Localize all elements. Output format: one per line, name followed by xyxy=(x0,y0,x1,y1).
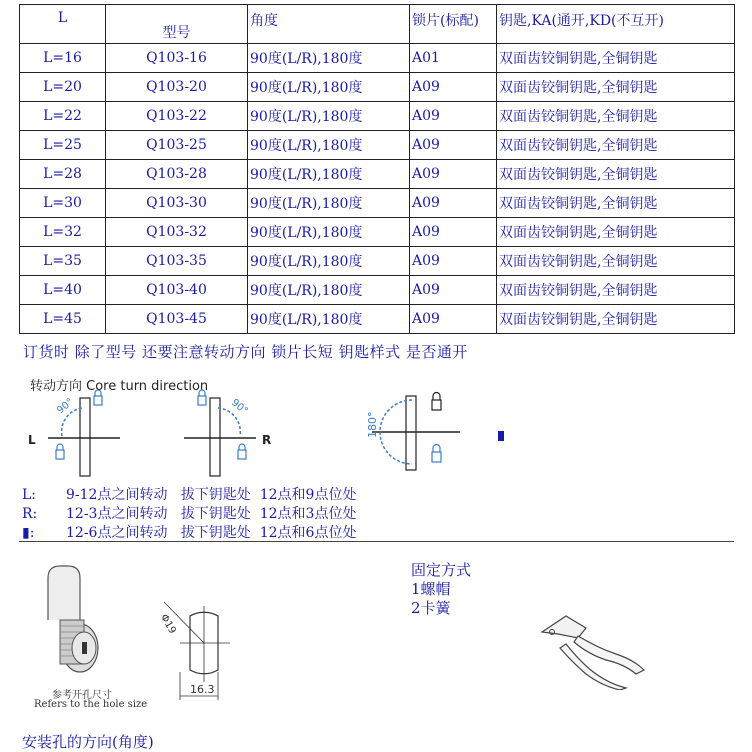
cell-model: Q103-22 xyxy=(106,102,248,131)
cell-model: Q103-16 xyxy=(106,44,248,73)
header-lock-plate: 锁片(标配) xyxy=(410,5,497,44)
table-header-row xyxy=(20,5,735,44)
table-row xyxy=(20,131,735,160)
direction-title: 转动方向 Core turn direction xyxy=(30,379,209,394)
rule-turn: 12-3点之间转动 xyxy=(66,506,168,522)
rule-turn: 12-6点之间转动 xyxy=(66,525,168,541)
cell-length: L=30 xyxy=(20,189,106,218)
right-label: R xyxy=(262,433,272,447)
cell-model: Q103-40 xyxy=(106,276,248,305)
spec-table xyxy=(19,4,735,334)
lock-icon xyxy=(432,445,441,463)
cell-key: 双面齿铰铜钥匙,全铜钥匙 xyxy=(497,44,735,73)
cell-angle: 90度(L/R),180度 xyxy=(248,73,410,102)
bottom-title: 安装孔的方向(角度) xyxy=(22,733,154,751)
diagram-left xyxy=(28,390,120,476)
cell-angle: 90度(L/R),180度 xyxy=(248,218,410,247)
cell-angle: 90度(L/R),180度 xyxy=(248,102,410,131)
marker-icon xyxy=(498,431,504,441)
table-row xyxy=(20,276,735,305)
table-row xyxy=(20,102,735,131)
cell-plate: A09 xyxy=(410,189,497,218)
cell-angle: 90度(L/R),180度 xyxy=(248,247,410,276)
cell-model: Q103-20 xyxy=(106,73,248,102)
rule-turn: 9-12点之间转动 xyxy=(66,487,168,503)
cell-plate: A09 xyxy=(410,102,497,131)
lock-icon xyxy=(198,390,206,405)
cell-key: 双面齿铰铜钥匙,全铜钥匙 xyxy=(497,73,735,102)
lock-icon xyxy=(238,444,246,459)
rule-pos: 12点和3点位处 xyxy=(259,506,357,522)
header-model xyxy=(106,5,248,44)
rule-row xyxy=(22,505,356,524)
hole-caption-cn: 参考开孔尺寸 xyxy=(52,690,112,701)
rule-remove: 拔下钥匙处 xyxy=(180,525,251,541)
rotation-diagrams xyxy=(20,388,500,484)
cell-key: 双面齿铰铜钥匙,全铜钥匙 xyxy=(497,218,735,247)
cell-plate: A01 xyxy=(410,44,497,73)
cell-plate: A09 xyxy=(410,305,497,334)
table-row xyxy=(20,73,735,102)
spring-clip-illustration xyxy=(536,608,652,690)
cell-plate: A09 xyxy=(410,218,497,247)
fixing-title: 固定方式 xyxy=(411,561,472,579)
rule-row xyxy=(22,486,356,505)
rule-key: R: xyxy=(22,506,38,522)
diagram-right xyxy=(184,390,271,476)
header-model-label: 型号 xyxy=(162,25,191,41)
lock-icon xyxy=(56,444,64,459)
angle-90-right: 90° xyxy=(229,397,250,418)
section-divider xyxy=(19,541,734,542)
cell-length: L=22 xyxy=(20,102,106,131)
cell-length: L=20 xyxy=(20,73,106,102)
hole-size-drawing xyxy=(150,592,260,704)
cell-plate: A09 xyxy=(410,276,497,305)
table-row xyxy=(20,305,735,334)
fixing-method xyxy=(411,561,471,618)
rule-remove: 拔下钥匙处 xyxy=(180,506,251,522)
table-row xyxy=(20,189,735,218)
hole-diameter: Φ19 xyxy=(157,612,178,636)
cell-angle: 90度(L/R),180度 xyxy=(248,160,410,189)
cell-key: 双面齿铰铜钥匙,全铜钥匙 xyxy=(497,131,735,160)
cell-length: L=32 xyxy=(20,218,106,247)
table-row xyxy=(20,160,735,189)
cell-key: 双面齿铰铜钥匙,全铜钥匙 xyxy=(497,247,735,276)
cell-length: L=35 xyxy=(20,247,106,276)
rule-remove: 拔下钥匙处 xyxy=(180,487,251,503)
cell-plate: A09 xyxy=(410,131,497,160)
header-angle: 角度 xyxy=(248,5,410,44)
diagram-180 xyxy=(366,393,460,471)
header-key: 钥匙,KA(通开,KD(不互开) xyxy=(497,5,735,44)
cam-lock-illustration xyxy=(40,560,100,680)
cell-model: Q103-45 xyxy=(106,305,248,334)
cell-length: L=40 xyxy=(20,276,106,305)
header-l: L xyxy=(20,5,106,44)
cell-model: Q103-35 xyxy=(106,247,248,276)
cell-key: 双面齿铰铜钥匙,全铜钥匙 xyxy=(497,102,735,131)
cell-length: L=16 xyxy=(20,44,106,73)
rule-pos: 12点和6点位处 xyxy=(259,525,357,541)
angle-90-left: 90° xyxy=(55,396,76,417)
fixing-option-nut: 1螺帽 xyxy=(411,580,451,598)
hole-caption-en: Refers to the hole size xyxy=(34,699,148,710)
order-note: 订货时 除了型号 还要注意转动方向 锁片长短 钥匙样式 是否通开 xyxy=(23,343,468,361)
lock-icon xyxy=(94,390,102,405)
cell-angle: 90度(L/R),180度 xyxy=(248,305,410,334)
cell-angle: 90度(L/R),180度 xyxy=(248,276,410,305)
fixing-option-clip: 2卡簧 xyxy=(411,599,451,617)
cell-length: L=25 xyxy=(20,131,106,160)
hole-width: 16.3 xyxy=(190,683,215,696)
cell-key: 双面齿铰铜钥匙,全铜钥匙 xyxy=(497,276,735,305)
cell-model: Q103-25 xyxy=(106,131,248,160)
cell-model: Q103-30 xyxy=(106,189,248,218)
rule-pos: 12点和9点位处 xyxy=(259,487,357,503)
cell-plate: A09 xyxy=(410,247,497,276)
cell-angle: 90度(L/R),180度 xyxy=(248,131,410,160)
rule-key: ▮: xyxy=(22,525,35,541)
cell-angle: 90度(L/R),180度 xyxy=(248,44,410,73)
cell-key: 双面齿铰铜钥匙,全铜钥匙 xyxy=(497,189,735,218)
lock-icon xyxy=(432,393,441,411)
left-label: L xyxy=(28,433,36,447)
cell-angle: 90度(L/R),180度 xyxy=(248,189,410,218)
cell-key: 双面齿铰铜钥匙,全铜钥匙 xyxy=(497,160,735,189)
cell-plate: A09 xyxy=(410,73,497,102)
cell-plate: A09 xyxy=(410,160,497,189)
angle-180: 180° xyxy=(366,411,379,438)
table-row xyxy=(20,44,735,73)
rule-key: L: xyxy=(22,487,37,503)
rotation-rules xyxy=(22,486,356,543)
cell-length: L=28 xyxy=(20,160,106,189)
table-row xyxy=(20,218,735,247)
cell-model: Q103-32 xyxy=(106,218,248,247)
table-row xyxy=(20,247,735,276)
cell-model: Q103-28 xyxy=(106,160,248,189)
cell-length: L=45 xyxy=(20,305,106,334)
cell-key: 双面齿铰铜钥匙,全铜钥匙 xyxy=(497,305,735,334)
